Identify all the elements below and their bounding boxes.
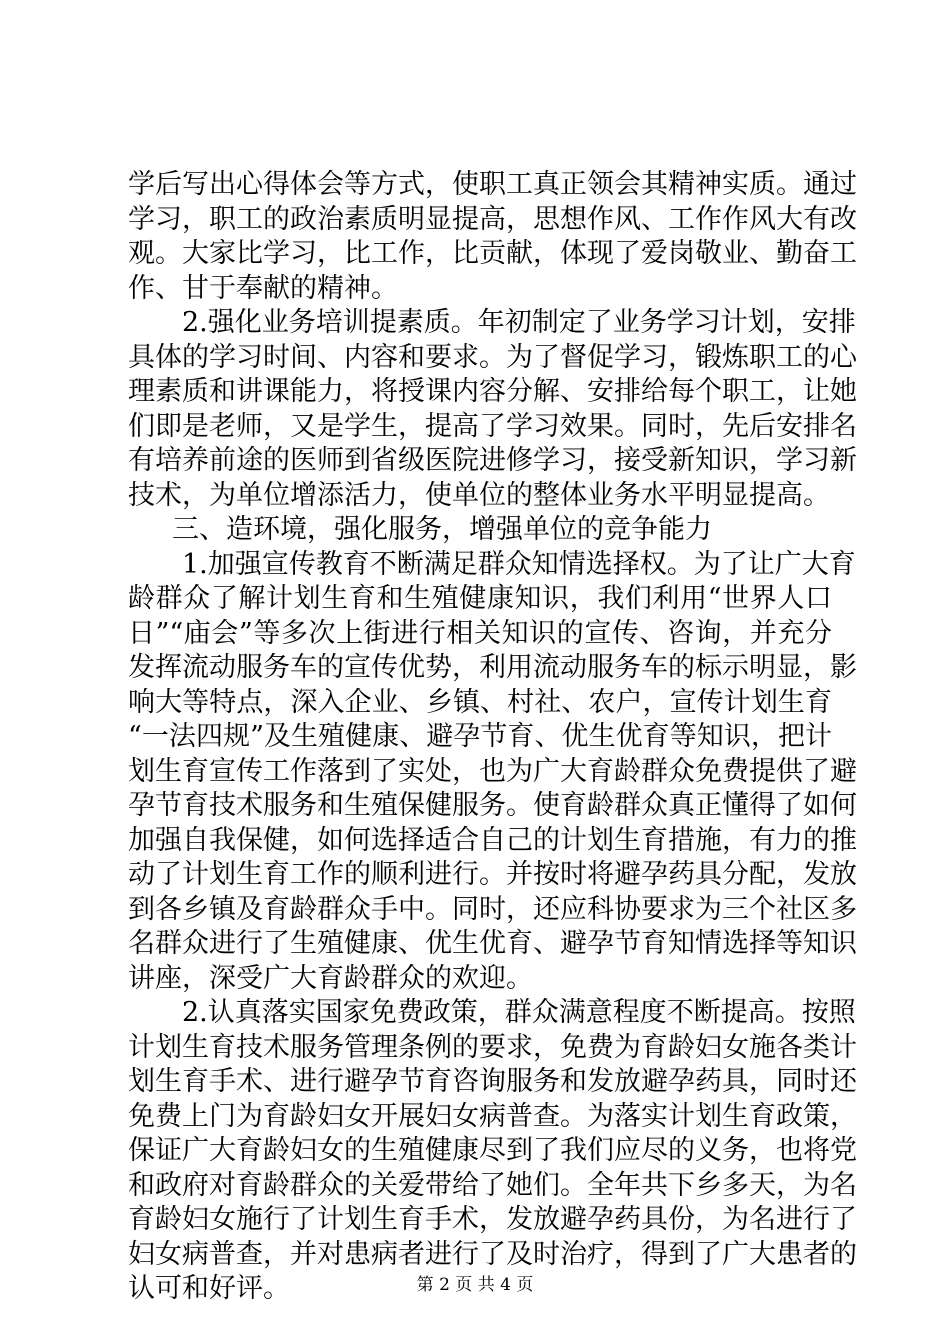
text-line: 学后写出心得体会等方式，使职工真正领会其精神实质。通过 (128, 169, 857, 200)
text-line: 们即是老师，又是学生，提高了学习效果。同时，先后安排名 (128, 410, 857, 442)
text-line: 2.认真落实国家免费政策，群众满意程度不断提高。按照 (182, 997, 856, 1028)
text-line: 动了计划生育工作的顺利进行。并按时将避孕药具分配，发放 (128, 859, 857, 890)
document-body (128, 168, 857, 1307)
text-line: 学习，职工的政治素质明显提高，思想作风、工作作风大有改 (128, 203, 857, 235)
text-line: 保证广大育龄妇女的生殖健康尽到了我们应尽的义务，也将党 (128, 1135, 857, 1166)
text-line: 日”“庙会”等多次上街进行相关知识的宣传、咨询，并充分 (128, 617, 832, 649)
text-line: 育龄妇女施行了计划生育手术，发放避孕药具份，为名进行了 (128, 1204, 857, 1235)
text-line: 到各乡镇及育龄群众手中。同时，还应科协要求为三个社区多 (128, 893, 857, 925)
text-line: 发挥流动服务车的宣传优势，利用流动服务车的标示明显，影 (128, 652, 857, 683)
text-line: 响大等特点，深入企业、乡镇、村社、农户，宣传计划生育 (128, 686, 832, 718)
text-line: 1.加强宣传教育不断满足群众知情选择权。为了让广大育 (182, 548, 856, 580)
text-line: 免费上门为育龄妇女开展妇女病普查。为落实计划生育政策， (128, 1100, 857, 1132)
text-line: 名群众进行了生殖健康、优生优育、避孕节育知情选择等知识 (128, 928, 857, 959)
text-line: 作、甘于奉献的精神。 (128, 272, 398, 304)
text-line: 三、造环境，强化服务，增强单位的竞争能力 (172, 514, 712, 545)
text-line: 加强自我保健，如何选择适合自己的计划生育措施，有力的推 (128, 824, 857, 856)
text-line: 龄群众了解计划生育和生殖健康知识，我们利用“世界人口 (128, 583, 832, 614)
text-line: 和政府对育龄群众的关爱带给了她们。全年共下乡多天，为名 (128, 1169, 857, 1201)
text-line: 技术，为单位增添活力，使单位的整体业务水平明显提高。 (128, 479, 830, 511)
text-line: 有培养前途的医师到省级医院进修学习，接受新知识，学习新 (128, 445, 857, 476)
text-line: 划生育宣传工作落到了实处，也为广大育龄群众免费提供了避 (128, 755, 857, 787)
text-line: “一法四规”及生殖健康、避孕节育、优生优育等知识，把计 (128, 721, 832, 752)
text-line: 理素质和讲课能力，将授课内容分解、安排给每个职工，让她 (128, 376, 857, 407)
text-line: 观。大家比学习，比工作，比贡献，体现了爱岗敬业、勤奋工 (128, 238, 857, 269)
text-line: 具体的学习时间、内容和要求。为了督促学习，锻炼职工的心 (128, 341, 857, 373)
page-footer: 第 2 页 共 4 页 (416, 1275, 534, 1295)
text-line: 孕节育技术服务和生殖保健服务。使育龄群众真正懂得了如何 (128, 790, 857, 821)
text-line: 计划生育技术服务管理条例的要求，免费为育龄妇女施各类计 (128, 1031, 857, 1063)
text-line: 妇女病普查，并对患病者进行了及时治疗，得到了广大患者的 (128, 1238, 857, 1270)
text-line: 2.强化业务培训提素质。年初制定了业务学习计划，安排 (182, 307, 856, 338)
text-line: 认可和好评。 (128, 1273, 290, 1304)
text-line: 讲座，深受广大育龄群众的欢迎。 (128, 962, 533, 994)
text-line: 划生育手术、进行避孕节育咨询服务和发放避孕药具，同时还 (128, 1066, 857, 1097)
